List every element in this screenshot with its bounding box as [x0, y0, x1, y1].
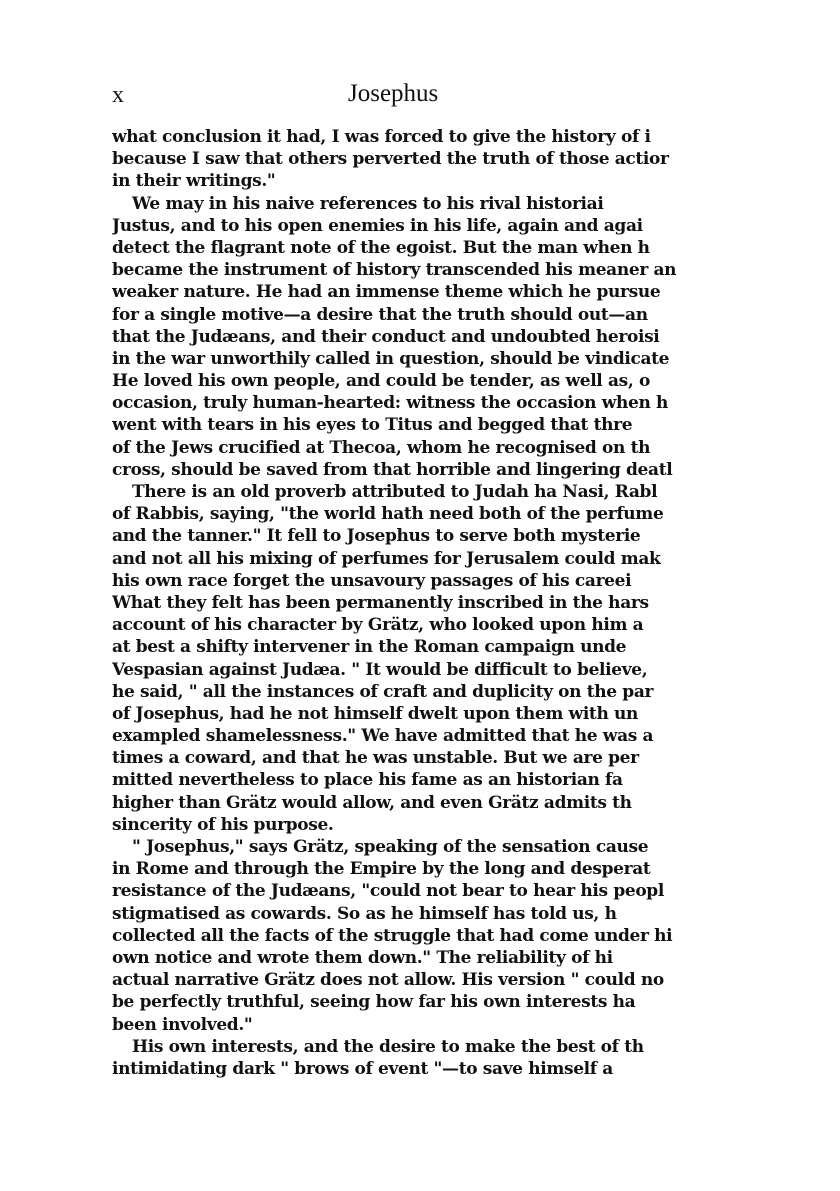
- text-line: weaker nature. He had an immense theme which he pursue: [112, 282, 661, 303]
- text-line: own notice and wrote them down." The reliability of hi: [112, 947, 613, 968]
- text-line: he said, " all the instances of craft and duplicity on the par: [112, 681, 654, 702]
- text-line: for a single motive—a desire that the truth should out—an: [112, 304, 648, 325]
- text-line: times a coward, and that he was unstable. But we are per: [112, 748, 639, 769]
- text-line: Vespasian against Judæa. " It would be difficult to believe,: [112, 659, 648, 680]
- text-line: occasion, truly human-hearted: witness the occasion when h: [112, 393, 669, 414]
- text-line: in their writings.": [112, 171, 276, 192]
- text-line: We may in his naive references to his rival historiai: [132, 193, 604, 214]
- text-line: and not all his mixing of perfumes for Jerusalem could mak: [112, 548, 661, 569]
- text-line: of the Jews crucified at Thecoa, whom he recognised on th: [112, 437, 651, 458]
- text-line: actual narrative Grätz does not allow. His version " could no: [112, 970, 664, 991]
- text-line: He loved his own people, and could be tender, as well as, o: [112, 371, 650, 392]
- text-line: of Josephus, had he not himself dwelt upon them with un: [112, 703, 639, 724]
- text-line: sincerity of his purpose.: [112, 814, 334, 835]
- text-line: account of his character by Grätz, who looked upon him a: [112, 615, 644, 636]
- text-line: His own interests, and the desire to make the best of th: [132, 1036, 644, 1057]
- text-line: be perfectly truthful, seeing how far his own interests ha: [112, 992, 636, 1013]
- text-line: detect the flagrant note of the egoist. But the man when h: [112, 237, 650, 258]
- text-line: mitted nevertheless to place his fame as an historian fa: [112, 770, 623, 791]
- text-line: became the instrument of history transcended his meaner an: [112, 260, 677, 281]
- text-line: his own race forget the unsavoury passages of his careei: [112, 570, 632, 591]
- text-line: exampled shamelessness." We have admitted that he was a: [112, 726, 654, 747]
- text-line: There is an old proverb attributed to Judah ha Nasi, Rabl: [132, 482, 658, 502]
- text-line: Justus, and to his open enemies in his life, again and agai: [112, 215, 643, 236]
- text-line: because I saw that others perverted the truth of those actior: [112, 149, 669, 170]
- text-line: went with tears in his eyes to Titus and begged that thre: [112, 415, 633, 436]
- text-line: that the Judæans, and their conduct and undoubted heroisi: [112, 326, 660, 347]
- page-header: [112, 82, 712, 122]
- running-title: Josephus: [348, 80, 439, 107]
- text-line: resistance of the Judæans, "could not bear to hear his peopl: [112, 881, 664, 902]
- text-line: of Rabbis, saying, "the world hath need both of the perfume: [112, 504, 664, 525]
- text-line: intimidating dark " brows of event "—to save himself a: [112, 1058, 613, 1079]
- text-line: in Rome and through the Empire by the long and desperat: [112, 859, 651, 880]
- text-line: and the tanner." It fell to Josephus to serve both mysterie: [112, 526, 641, 547]
- text-line: what conclusion it had, I was forced to give the history of i: [112, 127, 651, 147]
- body-text: [112, 126, 817, 1080]
- text-line: in the war unworthily called in question, should be vindicate: [112, 348, 670, 369]
- text-line: What they felt has been permanently inscribed in the hars: [112, 592, 649, 613]
- page-number: x: [112, 82, 124, 108]
- text-line: been involved.": [112, 1014, 253, 1035]
- text-line: " Josephus," says Grätz, speaking of the sensation cause: [132, 837, 649, 857]
- text-line: stigmatised as cowards. So as he himself has told us, h: [112, 903, 617, 924]
- text-line: collected all the facts of the struggle that had come under hi: [112, 925, 673, 946]
- text-line: higher than Grätz would allow, and even Grätz admits th: [112, 792, 632, 813]
- text-line: at best a shifty intervener in the Roman campaign unde: [112, 637, 627, 658]
- text-line: cross, should be saved from that horrible and lingering deatl: [112, 459, 673, 480]
